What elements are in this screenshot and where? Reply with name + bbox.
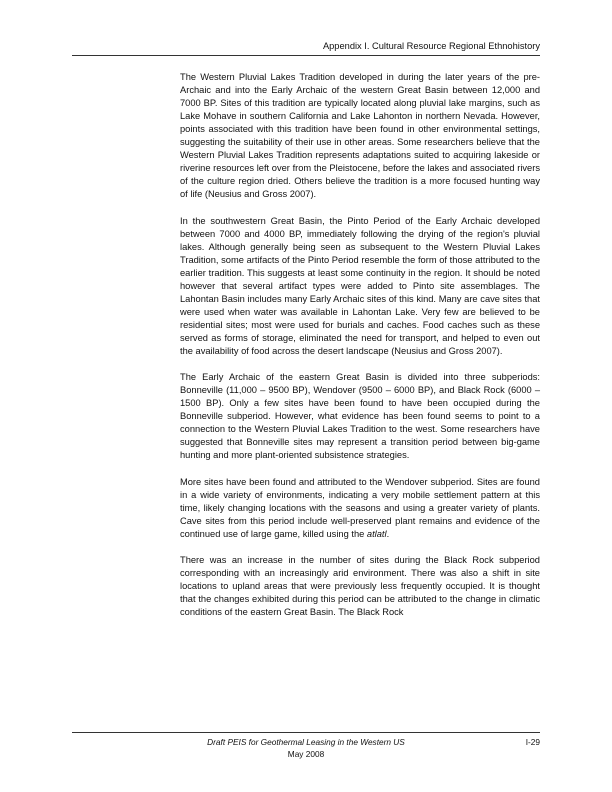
footer-divider <box>72 732 540 733</box>
paragraph-western-pluvial-lakes: The Western Pluvial Lakes Tradition developed in during the later years of the pre-Archaic and into the Early Archaic of the western Great Basin between 12,000 and 7000 BP. Sites of this tradition are typically located along pluvial lake margins, such as Lake Mohave in southern California and Lake Lahonton in northern Nevada. However, points associated with this tradition have been found in other environmental settings, suggesting the suitability of their use in other areas. Some researchers believe that the Western Pluvial Lakes Tradition represents adaptations suited to acquiring lakeside or riverine resources left over from the Pleistocene, before the lakes and associated rivers of the culture region dried. Others believe the tradition is a more focused hunting way of life (Neusius and Gross 2007). <box>180 72 540 200</box>
paragraph-wendover-text: More sites have been found and attributed to the Wendover subperiod. Sites are found in a wide variety of environments, indicating a very mobile settlement pattern at this time, likely changing locations with the seasons and using a greater variety of plants. Cave sites from this period include well-preserved plant remains and evidence of the continued use of large game, killed using the <box>180 476 540 539</box>
paragraph-black-rock-subperiod: There was an increase in the number of sites during the Black Rock subperiod corresponding with an increasingly arid environment. There was also a shift in site locations to upland areas that were previously less frequently occupied. It is thought that the changes exhibited during this period can be attributed to the change in climatic conditions of the eastern Great Basin. The Black Rock <box>180 554 540 618</box>
paragraph-pinto-period: In the southwestern Great Basin, the Pinto Period of the Early Archaic developed between 7000 and 4000 BP, immediately following the drying of the region's pluvial lakes. Although generally being seen as subsequent to the Western Pluvial Lakes Tradition, some artifacts of the Pinto Period resemble the form of those attributed to the earlier tradition. This suggests at least some continuity in the region. It should be noted however that several artifact types were added to Pinto site assemblages. The Lahontan Basin includes many Early Archaic sites of this kind. Many are cave sites that were used when water was available in Lahontan Lake. Very few are believed to be residential sites; most were used for burials and caches. Food caches such as these served as forms of storage, eliminated the need for transport, and helped to even out the availability of food across the desert landscape (Neusius and Gross 2007). <box>180 215 540 357</box>
footer-document-title: Draft PEIS for Geothermal Leasing in the Western US <box>207 737 405 747</box>
page-number: I-29 <box>525 737 540 747</box>
header-divider <box>72 55 540 56</box>
atlatl-term: atlatl <box>366 528 387 539</box>
page-header: Appendix I. Cultural Resource Regional Ethnohistory <box>322 41 540 51</box>
paragraph-wendover-subperiod <box>180 476 540 541</box>
footer-date: May 2008 <box>287 749 325 759</box>
atlatl-period: . <box>386 528 390 539</box>
body-text <box>180 71 540 632</box>
paragraph-early-archaic-eastern: The Early Archaic of the eastern Great Basin is divided into three subperiods: Bonneville (11,000 – 9500 BP), Wendover (9500 – 6000 BP), and Black Rock (6000 – 1500 BP). Only a few sites have been found to have been occupied during the Bonneville subperiod. However, what evidence has been found seems to point to a connection to the Western Pluvial Lakes Tradition to the west. Some researchers have suggested that Bonneville sites may represent a transition period between big-game hunting and more plant-oriented subsistence strategies. <box>180 372 540 461</box>
